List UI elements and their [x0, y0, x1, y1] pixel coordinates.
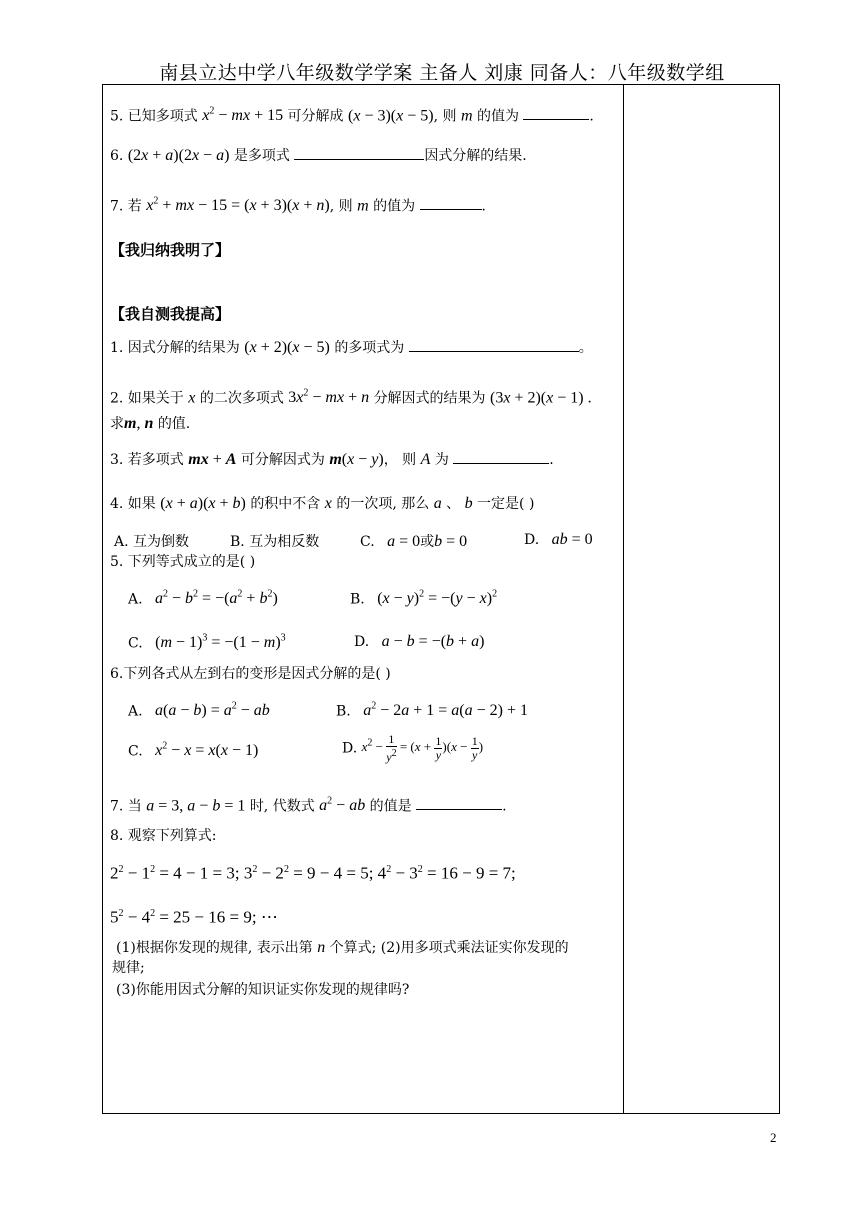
t2-d: 的值. — [157, 416, 191, 432]
t6-c-math: $x^2 - x = x(x - 1)$ — [155, 741, 259, 760]
column-divider — [623, 85, 624, 1113]
q5-suffix: , 则 — [433, 108, 457, 125]
t2-poly: $3x^2$ − mx + n — [288, 388, 370, 407]
test-question-1 — [110, 339, 593, 357]
q6-prefix: 6. — [110, 148, 128, 164]
t4-option-c-math: a = 0 — [387, 533, 421, 550]
t3-factor: m(x − y) — [329, 451, 384, 468]
t2-a: 的二次多项式 — [199, 390, 284, 407]
t2-c: 求 — [110, 416, 124, 432]
t8-formula-line2: $5^2 - 4^2 = 25 - 16 = 9$; ⋯ — [110, 907, 278, 927]
t5-d-label: D. — [354, 634, 370, 650]
t4-suffix: 的一次项, 那么 — [336, 496, 430, 512]
t4-option-c[interactable] — [360, 531, 467, 551]
answer-blank[interactable] — [453, 451, 549, 464]
t6-option-a[interactable] — [128, 701, 270, 720]
t3-suffix: ， 则 — [383, 452, 417, 468]
t7-expr: $a^2$ − ab — [319, 796, 366, 815]
t3-prefix: 3. 若多项式 — [110, 452, 184, 468]
t6-a-label: A. — [128, 703, 143, 720]
t4-sep: 、 — [446, 496, 461, 512]
test-question-4 — [110, 495, 534, 513]
q5-var: m — [460, 107, 473, 125]
t8-p1b: 个算式; (2)用多项式乘法证实你发现的 — [329, 940, 569, 956]
question-7-top — [110, 193, 486, 215]
t6-a-math: $a(a - b) = a^2$ − ab — [155, 701, 270, 720]
page-number: 2 — [770, 1130, 777, 1145]
t2-b: 分解因式的结果为 — [373, 390, 486, 407]
t4-option-b[interactable]: B. 互为相反数 — [230, 534, 320, 550]
answer-blank[interactable] — [523, 107, 589, 120]
t4-option-d[interactable] — [524, 531, 593, 549]
answer-blank[interactable] — [416, 797, 502, 810]
t4-option-c-label: C. — [360, 534, 375, 550]
t4-var-x: x — [324, 495, 332, 512]
q5-poly: $x^2$ − mx + 15 — [202, 106, 284, 125]
q7-suffix: , 则 — [329, 198, 353, 215]
t6-d-math: $x^2$ − $\frac{1}{y^2}$ = (x + $\frac{1}{y}$ )(x − $\frac{1}{y}$ ) — [361, 732, 484, 764]
t6-b-math: $a^2 - 2a + 1 = a(a - 2) + 1$ — [363, 701, 528, 720]
q6-product: (2x + a)(2x − a) — [127, 147, 230, 164]
question-6-top — [110, 147, 527, 165]
t3-end: . — [549, 452, 554, 468]
t8-var-n: n — [317, 939, 326, 956]
t2-var: x — [188, 389, 196, 407]
q7-end: . — [481, 198, 486, 215]
t5-d-math: a − b = −(b + a) — [381, 633, 485, 650]
t4-option-d-label: D. — [524, 532, 540, 548]
t6-b-label: B. — [336, 703, 351, 720]
t5-option-a[interactable] — [128, 589, 278, 608]
t6-option-c[interactable] — [128, 741, 258, 760]
t4-option-c-math2: b = 0 — [434, 533, 468, 550]
q5-end: . — [589, 108, 594, 125]
t4-mid: 的积中不含 — [250, 496, 321, 512]
q7-var: m — [357, 197, 369, 215]
t7-cond: a = 3, a − b = 1 — [146, 797, 246, 815]
test-question-5: 5. 下列等式成立的是( ) — [110, 554, 256, 570]
q7-equation: $x^2$ + mx − 15 = (x + 3)(x + n) — [146, 196, 330, 215]
t3-mid: 可分解因式为 — [240, 452, 325, 468]
t6-d-label: D. — [342, 740, 358, 757]
t4-prefix: 4. 如果 — [110, 496, 156, 512]
t4-var-a: a — [433, 495, 442, 512]
heading-selftest: 【我自测我提高】 — [110, 305, 231, 323]
q7-suffix2: 的值为 — [373, 198, 416, 215]
t5-a-label: A. — [128, 591, 143, 608]
t7-mid: 时, 代数式 — [249, 798, 315, 815]
t1-mid: 的多项式为 — [334, 340, 405, 356]
t3-var: A — [420, 451, 431, 468]
t8-part3: (3)你能用因式分解的知识证实你发现的规律吗? — [116, 982, 410, 998]
t7-end: . — [502, 798, 507, 815]
q5-prefix: 5. 已知多项式 — [110, 108, 198, 125]
t4-var-b: b — [464, 495, 473, 512]
answer-blank[interactable] — [294, 147, 424, 160]
t7-suffix: 的值是 — [369, 798, 412, 815]
t5-option-b[interactable] — [350, 589, 497, 608]
t6-option-d[interactable] — [342, 733, 483, 764]
t2-factors: (3x + 2)(x − 1) . — [490, 389, 592, 407]
t5-option-c[interactable] — [128, 633, 286, 652]
q5-suffix2: 的值为 — [476, 108, 519, 125]
t2-prefix: 2. 如果关于 — [110, 390, 184, 407]
t8-p1a: (1)根据你发现的规律, 表示出第 — [116, 940, 313, 956]
t5-b-math: $(x - y)^2 = -(y - x)^2$ — [369, 589, 498, 608]
t8-formula-line1: $2^2 - 1^2 = 4 - 1 = 3$; $3^2 - 2^2 = 9 - 4 = 5$; $4^2 - 3^2 = 16 - 9 = 7$; — [110, 863, 516, 883]
t5-c-math: $(m - 1)^3 = -(1 - m)^3$ — [147, 633, 286, 652]
t4-product: (x + a)(x + b) — [160, 495, 246, 512]
t5-a-math: $a^2 - b^2 = -(a^2 + b^2)$ — [155, 589, 278, 608]
t6-c-label: C. — [128, 743, 143, 760]
t4-option-c-or: 或 — [420, 534, 435, 550]
t1-end: 。 — [578, 340, 593, 356]
t4-option-a[interactable]: A. 互为倒数 — [114, 534, 190, 550]
test-question-8: 8. 观察下列算式: — [110, 828, 217, 844]
document-header: 南县立达中学八年级数学学案 主备人 刘康 同备人：八年级数学组 — [159, 62, 725, 84]
t2-mn: m, n — [124, 415, 154, 432]
t4-option-d-math: ab = 0 — [551, 531, 593, 548]
t5-c-label: C. — [128, 635, 143, 652]
t8-part1-cont: 规律; — [112, 960, 145, 976]
t1-prefix: 1. 因式分解的结果为 — [110, 340, 240, 356]
q6-suffix: 因式分解的结果. — [424, 148, 527, 164]
q7-prefix: 7. 若 — [110, 198, 142, 215]
answer-blank[interactable] — [420, 197, 482, 210]
t5-option-d[interactable] — [354, 633, 484, 651]
test-question-3 — [110, 451, 554, 469]
t4-end: 一定是( ) — [477, 496, 535, 512]
t6-option-b[interactable] — [336, 701, 528, 720]
q5-mid: 可分解成 — [287, 108, 344, 125]
t5-b-label: B. — [350, 591, 365, 608]
worksheet-table — [102, 84, 780, 1114]
t7-prefix: 7. 当 — [110, 798, 142, 815]
test-question-7 — [110, 793, 507, 815]
test-question-2-cont — [110, 415, 190, 433]
test-question-6: 6.下列各式从左到右的变形是因式分解的是( ) — [110, 666, 391, 682]
t1-factors: (x + 2)(x − 5) — [244, 339, 330, 356]
test-question-2 — [110, 385, 592, 407]
t8-part1 — [116, 939, 569, 957]
t3-poly: mx + A — [188, 451, 237, 468]
t3-suffix2: 为 — [434, 452, 449, 468]
answer-blank[interactable] — [409, 339, 579, 352]
heading-summary: 【我归纳我明了】 — [110, 241, 231, 259]
question-5-top — [110, 103, 594, 125]
q5-factors: (x − 3)(x − 5) — [348, 107, 434, 125]
q6-mid: 是多项式 — [233, 148, 290, 164]
